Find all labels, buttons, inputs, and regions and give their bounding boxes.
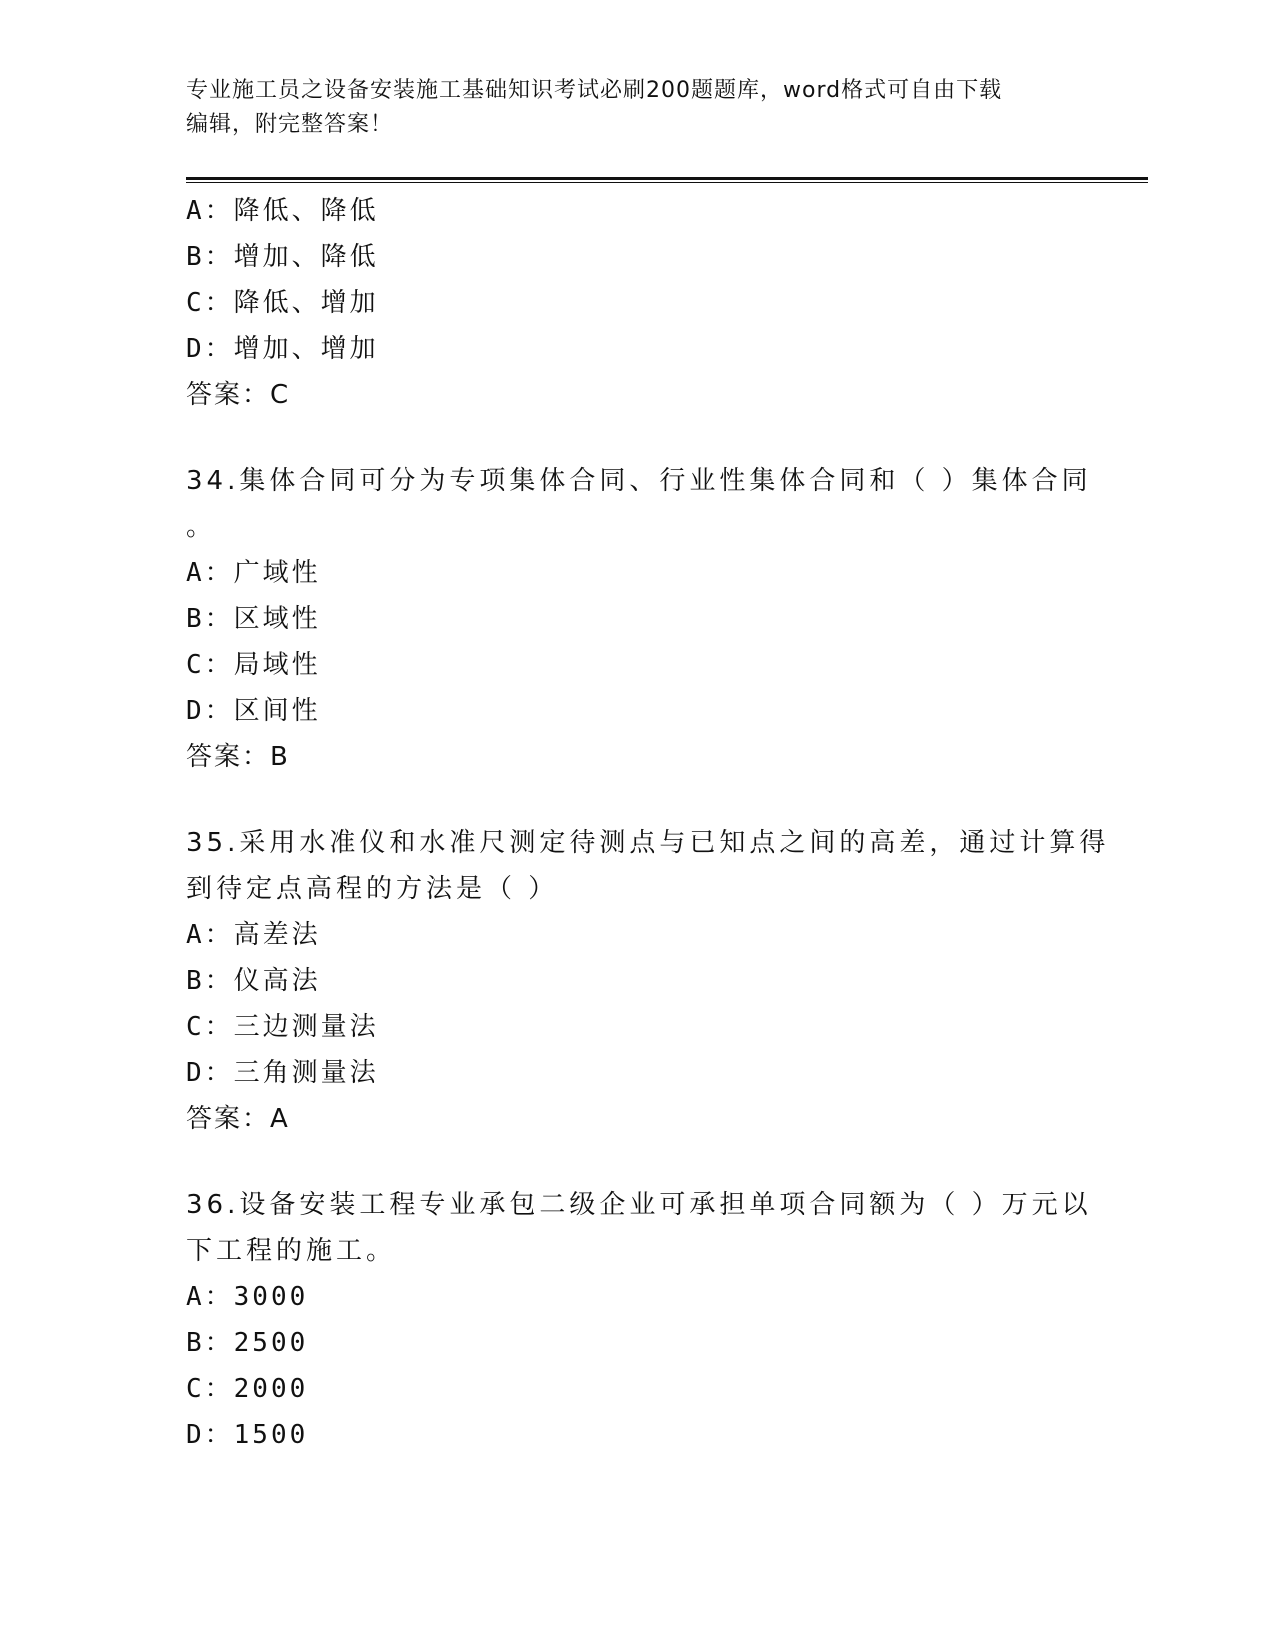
header-line-2: 编辑，附完整答案！ [186,112,394,137]
option-b: B：区域性 [186,604,321,634]
option-a: A：高差法 [186,920,321,950]
question-34 [186,458,1092,780]
header-divider-thin [186,182,1148,183]
header-divider-thick [186,177,1148,180]
option-b: B：2500 [186,1328,309,1358]
option-d: D：1500 [186,1420,309,1450]
question-text-line-1: 35.采用水准仪和水准尺测定待测点与已知点之间的高差，通过计算得 [186,828,1110,858]
document-header [186,74,1066,142]
option-c: C：三边测量法 [186,1012,379,1042]
option-d: D：三角测量法 [186,1058,379,1088]
question-text-line-1: 36.设备安装工程专业承包二级企业可承担单项合同额为（ ）万元以 [186,1190,1092,1220]
question-text-line-2: 。 [186,512,217,542]
question-text-line-2: 下工程的施工。 [186,1236,397,1266]
header-line-1: 专业施工员之设备安装施工基础知识考试必刷200题题库，word格式可自由下载 [186,78,1003,103]
question-text-line-1: 34.集体合同可分为专项集体合同、行业性集体合同和（ ）集体合同 [186,466,1092,496]
option-b: B：仪高法 [186,966,321,996]
question-33-options [186,188,1086,418]
option-d: D：区间性 [186,696,321,726]
question-list [186,188,1110,1458]
option-a: A：广域性 [186,558,321,588]
option-c: C：局域性 [186,650,321,680]
answer: 答案：C [186,380,291,410]
option-c: C：2000 [186,1374,309,1404]
option-c: C：降低、增加 [186,288,379,318]
question-text-line-2: 到待定点高程的方法是（ ） [186,874,559,904]
answer: 答案：B [186,742,290,772]
option-a: A：降低、降低 [186,196,379,226]
question-36 [186,1182,1092,1458]
question-35 [186,820,1110,1142]
option-d: D：增加、增加 [186,334,379,364]
option-a: A：3000 [186,1282,309,1312]
option-b: B：增加、降低 [186,242,379,272]
answer: 答案：A [186,1104,290,1134]
